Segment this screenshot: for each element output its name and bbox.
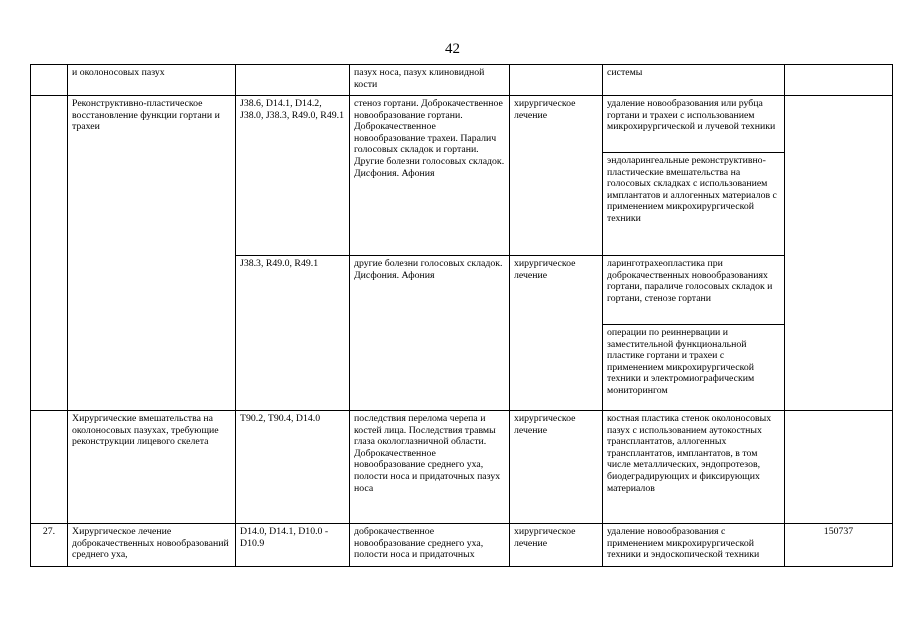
patient-model-cell: последствия перелома черепа и костей лица. Последствия травмы глаза окологлазничной области. Доброкачественное новообразование среднего уха, полости носа и придаточных пазух носа: [350, 411, 510, 524]
treatment-method-cell: [603, 96, 785, 256]
table-row: [31, 96, 893, 256]
group-code-cell: [785, 65, 893, 96]
group-code-cell: [785, 411, 893, 524]
treatment-type-cell: хирургическое лечение: [510, 524, 603, 567]
table-row: [31, 411, 893, 524]
icd-codes-cell: D14.0, D14.1, D10.0 - D10.9: [236, 524, 350, 567]
treatment-method-item: эндоларингеальные реконструктивно-пластические вмешательства на голосовых складках с использованием имплантатов и аллогенных материалов с применением микрохирургической техники: [603, 152, 784, 227]
medical-care-table: [30, 64, 893, 567]
treatment-name-cell: Хирургическое лечение доброкачественных новообразований среднего уха,: [68, 524, 236, 567]
row-number-cell: [31, 65, 68, 96]
icd-codes-cell: J38.6, D14.1, D14.2, J38.0, J38.3, R49.0, R49.1: [236, 96, 350, 256]
icd-codes-cell: [236, 65, 350, 96]
treatment-name-cell: Хирургические вмешательства на околоносовых пазухах, требующие реконструкции лицевого скелета: [68, 411, 236, 524]
row-number-cell: [31, 96, 68, 411]
patient-model-cell: другие болезни голосовых складок. Дисфония. Афония: [350, 256, 510, 411]
icd-codes-cell: T90.2, T90.4, D14.0: [236, 411, 350, 524]
patient-model-cell: доброкачественное новообразование среднего уха, полости носа и придаточных: [350, 524, 510, 567]
icd-codes-cell: J38.3, R49.0, R49.1: [236, 256, 350, 411]
treatment-name-cell: и околоносовых пазух: [68, 65, 236, 96]
patient-model-cell: стеноз гортани. Доброкачественное новообразование гортани. Доброкачественное новообразование трахеи. Паралич голосовых складок и гортани. Другие болезни голосовых складок. Дисфония. Афония: [350, 96, 510, 256]
treatment-method-item: удаление новообразования или рубца гортани и трахеи с использованием микрохирургической и лучевой техники: [607, 98, 776, 133]
treatment-method-cell: [603, 256, 785, 411]
row-number-cell: 27.: [31, 524, 68, 567]
row-number-cell: [31, 411, 68, 524]
table-row: [31, 65, 893, 96]
treatment-method-cell: системы: [603, 65, 785, 96]
treatment-method-cell: удаление новообразования с применением микрохирургической техники и эндоскопической техники: [603, 524, 785, 567]
treatment-method-item: операции по реиннервации и заместительной функциональной пластике гортани и трахеи с применением микрохирургической техники и электромиографическим мониторингом: [603, 324, 784, 399]
treatment-type-cell: [510, 65, 603, 96]
patient-model-cell: пазух носа, пазух клиновидной кости: [350, 65, 510, 96]
group-code-cell: [785, 96, 893, 411]
treatment-method-cell: костная пластика стенок околоносовых пазух с использованием аутокостных трансплантатов, аллогенных трансплантатов, имплантатов, в том числе металлических, эндопротезов, биодеградирующих и фиксирующих материалов: [603, 411, 785, 524]
treatment-method-item: ларинготрахеопластика при доброкачественных новообразованиях гортани, параличе голосовых складок и гортани, стенозе гортани: [607, 258, 773, 304]
treatment-name-cell: Реконструктивно-пластическое восстановление функции гортани и трахеи: [68, 96, 236, 411]
page-number: 42: [445, 41, 460, 57]
table-row: [31, 524, 893, 567]
treatment-type-cell: хирургическое лечение: [510, 256, 603, 411]
group-code-cell: 150737: [785, 524, 893, 567]
treatment-type-cell: хирургическое лечение: [510, 411, 603, 524]
treatment-type-cell: хирургическое лечение: [510, 96, 603, 256]
